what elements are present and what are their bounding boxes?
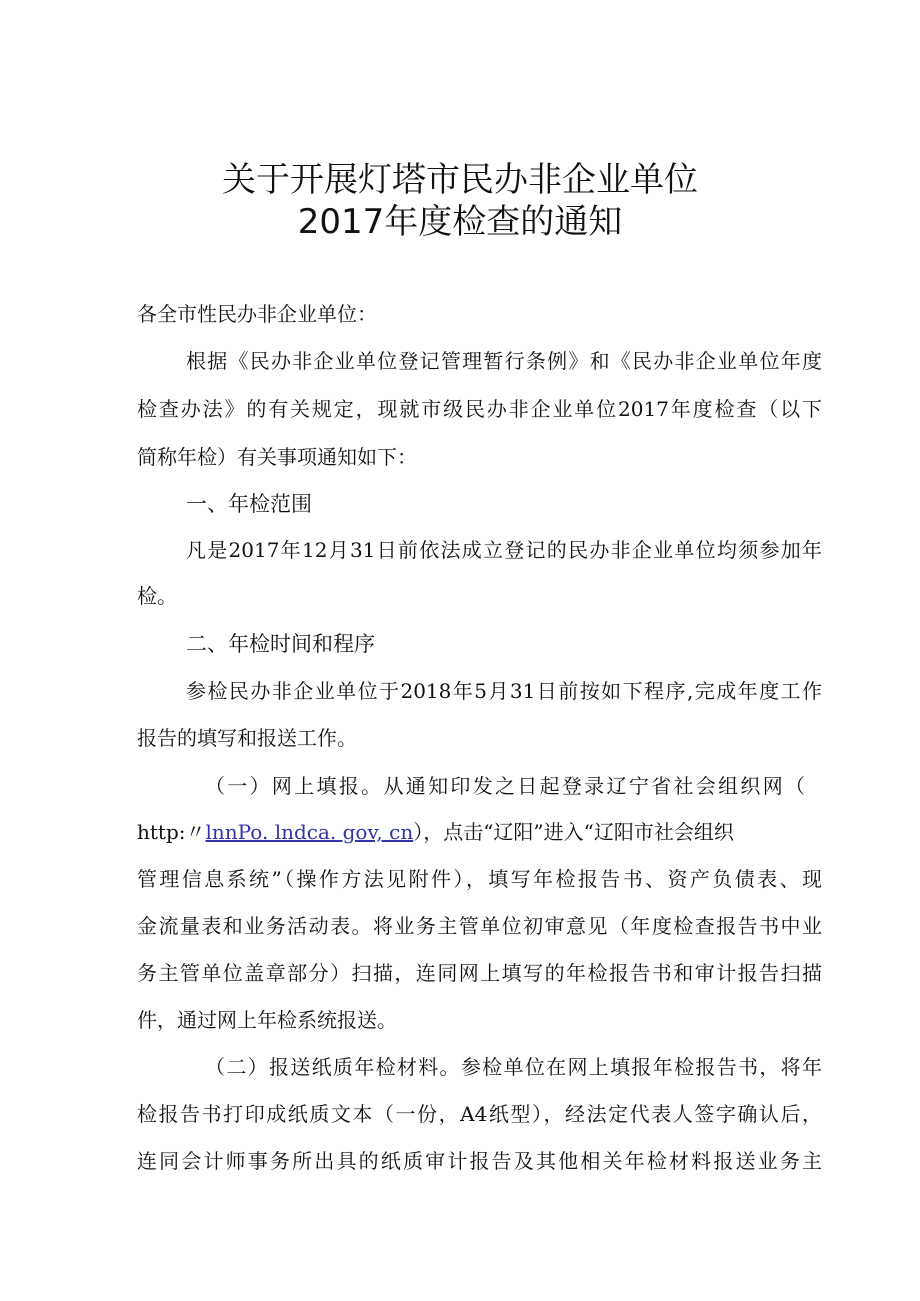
intro-line-3: 简称年检）有关事项通知如下： — [137, 445, 417, 469]
section-1-heading: 一、年检范围 — [186, 492, 312, 516]
section-2-heading: 二、年检时间和程序 — [186, 632, 375, 656]
item-2-line-2: 检报告书打印成纸质文本（一份，A4纸型），经法定代表人签字确认后， — [137, 1102, 822, 1126]
item-1-line-4: 金流量表和业务活动表。将业务主管单位初审意见（年度检查报告书中业 — [137, 914, 822, 938]
section-1-line-2: 检。 — [137, 584, 177, 608]
item-1-line-5: 务主管单位盖章部分）扫描，连同网上填写的年检报告书和审计报告扫描 — [137, 961, 822, 985]
intro-line-2: 检查办法》的有关规定，现就市级民办非企业单位2017年度检查（以下 — [137, 397, 822, 421]
url-prefix: http:〃 — [137, 820, 206, 844]
intro-line-1: 根据《民办非企业单位登记管理暂行条例》和《民办非企业单位年度 — [186, 349, 822, 373]
item-2-line-1: （二）报送纸质年检材料。参检单位在网上填报年检报告书，将年 — [205, 1055, 822, 1079]
section-2-line-2: 报告的填写和报送工作。 — [137, 726, 357, 750]
url-suffix: ），点击“辽阳”进入“辽阳市社会组织 — [413, 820, 734, 844]
item-2-line-3: 连同会计师事务所出具的纸质审计报告及其他相关年检材料报送业务主 — [137, 1149, 822, 1173]
website-link[interactable]: lnnPo. lndca. gov, cn — [205, 820, 414, 844]
item-1-line-3: 管理信息系统”（操作方法见附件），填写年检报告书、资产负债表、现 — [137, 867, 822, 891]
section-2-line-1: 参检民办非企业单位于2018年5月31日前按如下程序,完成年度工作 — [186, 679, 822, 703]
section-1-line-1: 凡是2017年12月31日前依法成立登记的民办非企业单位均须参加年 — [186, 538, 822, 562]
item-1-line-6: 件，通过网上年检系统报送。 — [137, 1008, 397, 1032]
document-title-line-1: 关于开展灯塔市民办非企业单位 — [222, 160, 698, 200]
item-1-line-1: （一）网上填报。从通知印发之日起登录辽宁省社会组织网（ — [205, 774, 805, 798]
salutation: 各全市性民办非企业单位： — [137, 302, 377, 326]
item-1-url-line — [137, 818, 734, 846]
document-title-line-2: 2017年度检查的通知 — [297, 202, 623, 242]
